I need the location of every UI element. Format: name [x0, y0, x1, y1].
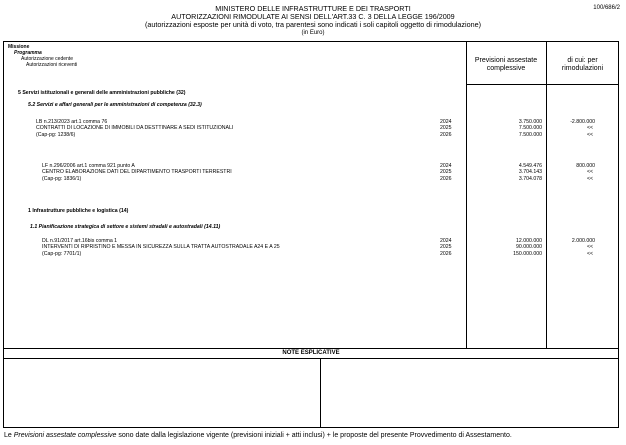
header-unit: (in Euro) [301, 30, 325, 36]
footer-note: Le Previsioni assestate complessive sono date dalla legislazione vigente (previsioni iniziali + atti inclusi) + le proposte del presente Provvedimento di Assestamento. [4, 432, 512, 439]
item-law: DL n.91/2017 art.16bis comma 1 INTERVENTI DI RIPRISTINO E MESSA IN SICUREZZA SULLA TRATTA AUTOSTRADALE A24 E A 25 (Cap-pg: 7701/1) [42, 238, 280, 257]
item-law: LB n.213/2023 art.1 comma 76 CONTRATTI DI LOCAZIONE DI IMMOBILI DA DESTTINARE A SEDI ISTITUZIONALI (Cap-pg: 1238/6) [36, 119, 234, 138]
header-underline [466, 84, 619, 85]
notes-title: NOTE ESPLICATIVE [282, 350, 340, 356]
col-divider-2 [546, 41, 547, 348]
item-di-cui: -2.800.000 << << [570, 119, 595, 138]
notes-divider [320, 358, 321, 428]
col-divider-1 [466, 41, 467, 348]
item-di-cui: 2.000.000 << << [571, 238, 595, 257]
item-years: 2024 2025 2026 [440, 163, 452, 182]
header-subtitle: (autorizzazioni esposte per unità di voto, tra parentesi sono indicati i soli capitoli oggetto di rimodulazione) [144, 20, 481, 29]
item-years: 2024 2025 2026 [440, 119, 452, 138]
page-id: 100/686/2 [593, 5, 620, 11]
document-header [80, 5, 546, 37]
item-di-cui: 800.000 << << [576, 163, 595, 182]
item-previsioni: 3.750.000 7.500.000 7.500.000 [518, 119, 542, 138]
item-years: 2024 2025 2026 [440, 238, 452, 257]
header-ministry: MINISTERO DELLE INFRASTRUTTURE E DEI TRASPORTI [215, 4, 411, 13]
col-autorizzazioni-riceventi: Autorizzazioni riceventi [26, 62, 78, 68]
programme-heading: 1.1 Pianificazione strategica di settore e sistemi stradali e autostradali (14.11) [30, 224, 221, 230]
col-di-cui: di cui: per rimodulazioni [561, 57, 604, 72]
item-law: LF n.296/2006 art.1 comma 921 punto A CENTRO ELABORAZIONE DATI DEL DIPARTIMENTO TRASPORTI TERRESTRI (Cap-pg: 1836/1) [42, 163, 232, 182]
mission-heading: 5 Servizi istituzionali e generali delle amministrazioni pubbliche (32) [18, 90, 186, 96]
item-previsioni: 12.000.000 90.000.000 150.000.000 [513, 238, 542, 257]
item-previsioni: 4.549.476 3.704.143 3.704.078 [518, 163, 542, 182]
col-previsioni: Previsioni assestate complessive [474, 57, 538, 72]
main-table-frame [3, 41, 619, 428]
mission-heading: 1 Infrastrutture pubbliche e logistica (14) [28, 208, 129, 214]
col-autorizzazione-cedente: Autorizzazione cedente [21, 56, 73, 62]
notes-title-line [3, 358, 619, 359]
notes-top-line [3, 348, 619, 349]
programme-heading: 5.2 Servizi e affari generali per le amministrazioni di competenza (32.3) [28, 102, 202, 108]
header-title: AUTORIZZAZIONI RIMODULATE AI SENSI DELL'ART.33 C. 3 DELLA LEGGE 196/2009 [171, 12, 455, 21]
col-missione: Missione [8, 44, 30, 50]
col-programma: Programma [14, 50, 42, 56]
